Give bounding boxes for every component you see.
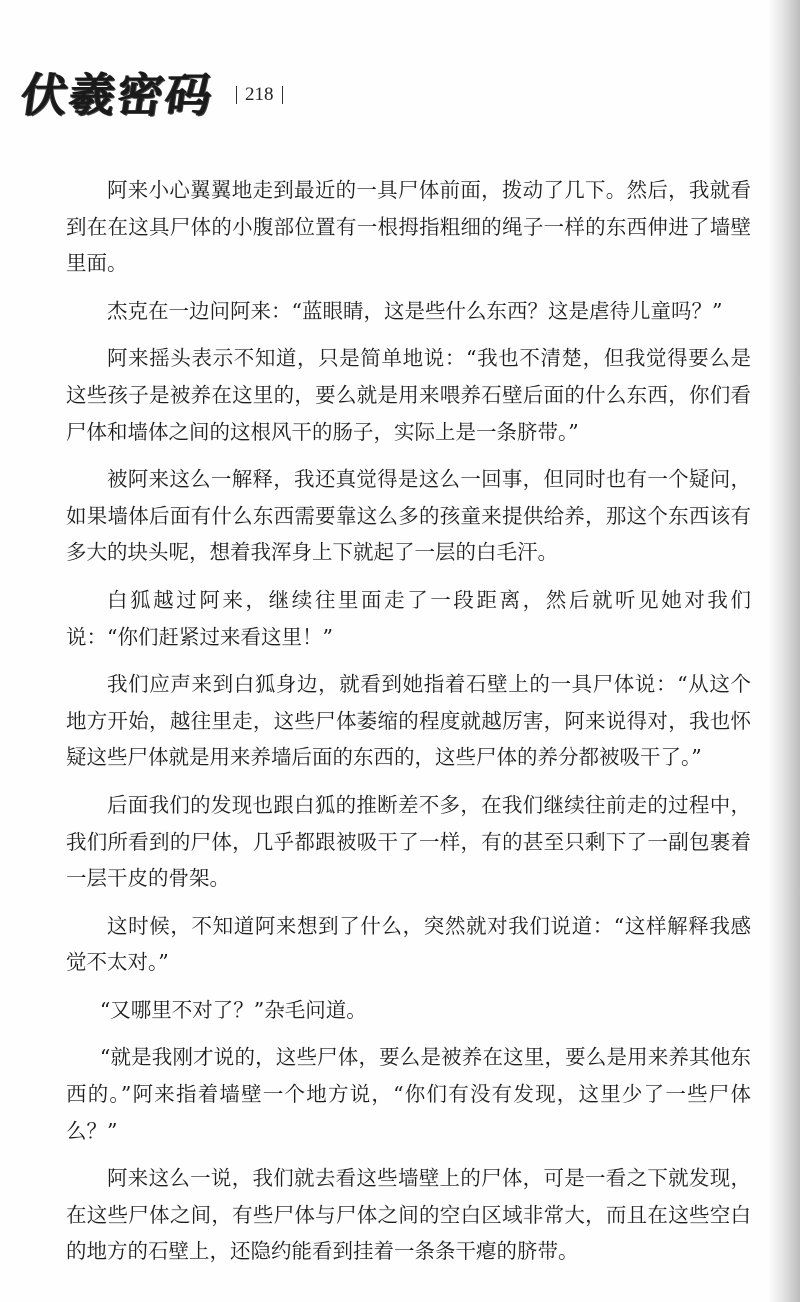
paragraph: 后面我们的发现也跟白狐的推断差不多，在我们继续往前走的过程中，我们所看到的尸体，几乎都跟被吸干了一样，有的甚至只剩下了一副包裹着一层干皮的骨架。 bbox=[66, 792, 751, 891]
page-number-text: 218 bbox=[245, 84, 274, 105]
paragraph: 被阿来这么一解释，我还真觉得是这么一回事，但同时也有一个疑问，如果墙体后面有什么东西需要靠这么多的孩童来提供给养，那这个东西该有多大的块头呢，想着我浑身上下就起了一层的白毛汗。 bbox=[66, 467, 751, 565]
page-header bbox=[17, 52, 283, 132]
paragraph: 阿来这么一说，我们就去看这些墙壁上的尸体，可是一看之下就发现，在这些尸体之间，有些尸体与尸体之间的空白区域非常大，而且在这些空白的地方的石壁上，还隐约能看到挂着一条条干瘪的脐带。 bbox=[66, 1166, 751, 1264]
paragraph: 这时候，不知道阿来想到了什么，突然就对我们说道：“这样解释我感觉不太对。” bbox=[66, 913, 751, 975]
paragraph: “就是我刚才说的，这些尸体，要么是被养在这里，要么是用来养其他东西的。”阿来指着墙壁一个地方说，“你们有没有发现，这里少了一些尸体么？” bbox=[66, 1045, 751, 1143]
paragraph: 我们应声来到白狐身边，就看到她指着石壁上的一具尸体说：“从这个地方开始，越往里走，这些尸体萎缩的程度就越厉害，阿来说得对，我也怀疑这些尸体就是用来养墙后面的东西的，这些尸体的养分都被吸干了。” bbox=[66, 672, 751, 770]
page-number bbox=[236, 84, 283, 106]
paragraph: 阿来小心翼翼地走到最近的一具尸体前面，拨动了几下。然后，我就看到在在这具尸体的小腹部位置有一根拇指粗细的绳子一样的东西伸进了墙壁里面。 bbox=[66, 178, 751, 276]
page-edge-shadow bbox=[768, 0, 800, 1302]
body-text bbox=[66, 172, 751, 1281]
book-title: 伏羲密码 bbox=[17, 68, 218, 122]
page-number-left-bar bbox=[236, 86, 237, 104]
paragraph: 阿来摇头表示不知道，只是简单地说：“我也不清楚，但我觉得要么是这些孩子是被养在这里的，要么就是用来喂养石壁后面的什么东西，你们看尸体和墙体之间的这根风干的肠子，实际上是一条脐带。” bbox=[66, 346, 751, 444]
paragraph: 白狐越过阿来，继续往里面走了一段距离，然后就听见她对我们说：“你们赶紧过来看这里！” bbox=[66, 587, 751, 649]
paragraph: 杰克在一边问阿来：“蓝眼睛，这是些什么东西？这是虐待儿童吗？” bbox=[107, 298, 723, 323]
page-number-right-bar bbox=[282, 86, 283, 104]
paragraph: “又哪里不对了？”杂毛问道。 bbox=[99, 997, 367, 1022]
